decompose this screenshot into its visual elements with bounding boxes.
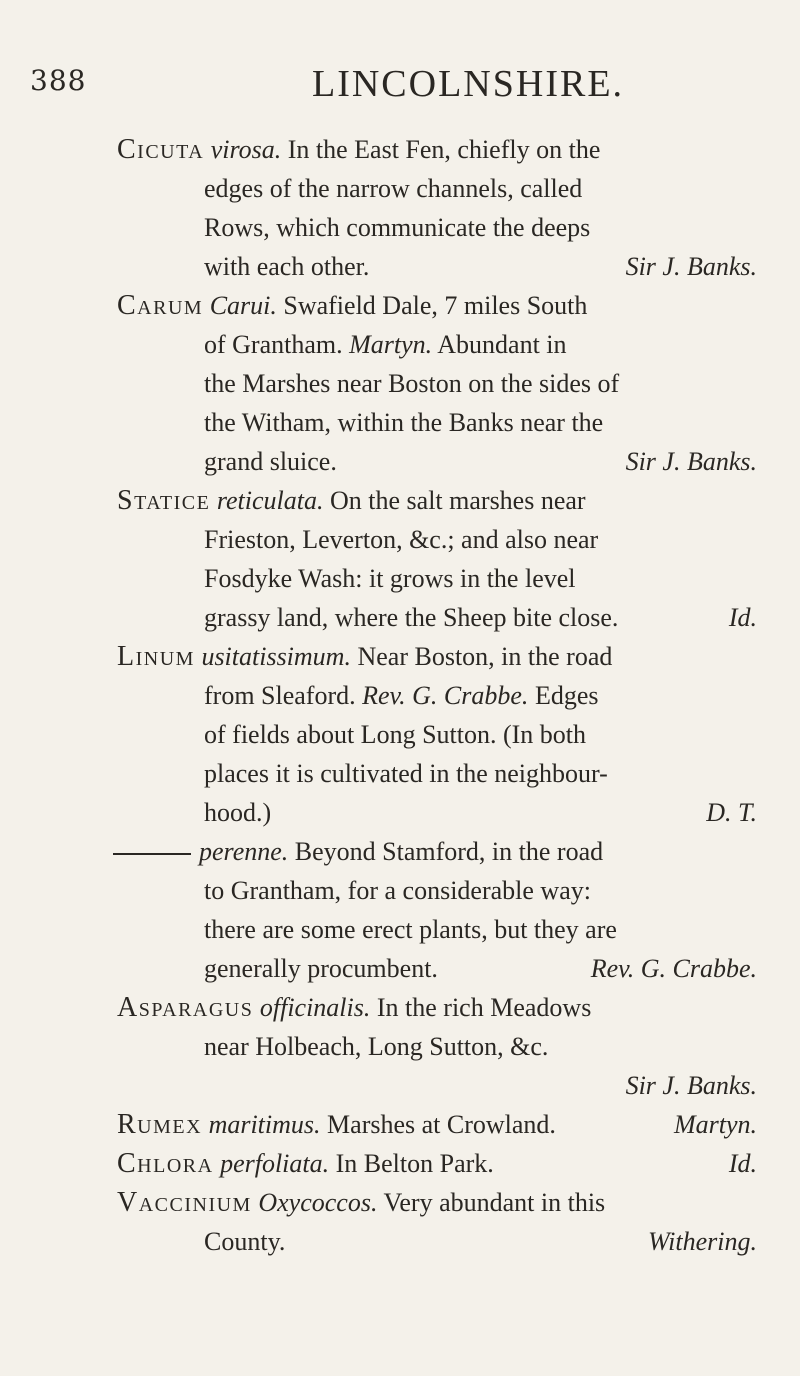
entry-text: Very abundant in this [383, 1188, 606, 1217]
entry-text: Edges [534, 681, 599, 710]
authority: Sir J. Banks. [625, 447, 757, 476]
authority: Sir J. Banks. [625, 1071, 757, 1100]
entry-text: Frieston, Leverton, &c.; and also near [204, 525, 599, 554]
entry-text: In Belton Park. [335, 1149, 494, 1178]
entry-text: to Grantham, for a considerable way: [204, 876, 591, 905]
entry-text: Fosdyke Wash: it grows in the level [204, 564, 576, 593]
entry-text: Swafield Dale, 7 miles South [283, 291, 588, 320]
entry-rumex [117, 1105, 757, 1144]
running-head: LINCOLNSHIRE. [312, 63, 625, 105]
entry-text: there are some erect plants, but they are [204, 915, 617, 944]
entry-text: edges of the narrow channels, called [204, 174, 583, 203]
authority: Withering. [647, 1227, 757, 1256]
entry-text: Rows, which communicate the deeps [204, 213, 591, 242]
ditto-dash [113, 853, 191, 855]
species-name: Carui. [209, 291, 277, 320]
species-name: officinalis. [259, 993, 371, 1022]
genus-name: Vaccinium [117, 1187, 252, 1218]
authority: Id. [728, 603, 757, 632]
inline-authority: Martyn. [349, 330, 433, 359]
entry-statice [117, 481, 757, 637]
authority: Rev. G. Crabbe. [590, 954, 757, 983]
entry-text: grand sluice. [204, 447, 337, 476]
page-number: 388 [30, 64, 87, 97]
species-name: usitatissimum. [201, 642, 351, 671]
genus-name: Chlora [117, 1148, 214, 1179]
page-header [30, 62, 740, 122]
entry-text: of Grantham. [204, 330, 343, 359]
entry-text: of fields about Long Sutton. (In both [204, 720, 587, 749]
entry-linum [117, 637, 757, 832]
genus-name: Statice [117, 485, 211, 516]
authority: Martyn. [673, 1110, 757, 1139]
genus-name: Linum [117, 641, 195, 672]
authority: Id. [728, 1149, 757, 1178]
species-entries [117, 130, 757, 1261]
entry-text: In the East Fen, chiefly on the [287, 135, 601, 164]
entry-cicuta [117, 130, 757, 286]
inline-authority: Rev. G. Crabbe. [362, 681, 529, 710]
authority: D. T. [706, 798, 757, 827]
entry-text: County. [204, 1227, 286, 1256]
entry-text: Abundant in [437, 330, 567, 359]
entry-text: the Marshes near Boston on the sides of [204, 369, 620, 398]
entry-text: with each other. [204, 252, 370, 281]
entry-text: In the rich Meadows [376, 993, 592, 1022]
entry-vaccinium [117, 1183, 757, 1261]
genus-name: Asparagus [117, 992, 254, 1023]
entry-text: generally procumbent. [204, 954, 438, 983]
entry-text: the Witham, within the Banks near the [204, 408, 604, 437]
entry-text: grassy land, where the Sheep bite close. [204, 603, 619, 632]
entry-text: places it is cultivated in the neighbour- [204, 759, 608, 788]
species-name: maritimus. [208, 1110, 321, 1139]
species-name: reticulata. [216, 486, 324, 515]
entry-text: Beyond Stamford, in the road [294, 837, 604, 866]
species-name: Oxycoccos. [258, 1188, 378, 1217]
entry-text: Near Boston, in the road [357, 642, 613, 671]
entry-text: near Holbeach, Long Sutton, &c. [204, 1032, 549, 1061]
species-name: perfoliata. [220, 1149, 330, 1178]
entry-text: from Sleaford. [204, 681, 356, 710]
species-name: virosa. [210, 135, 282, 164]
entry-text: On the salt marshes near [330, 486, 586, 515]
species-name: perenne. [199, 837, 289, 866]
entry-asparagus [117, 988, 757, 1105]
entry-linum-perenne [117, 832, 757, 988]
entry-text: hood.) [204, 798, 272, 827]
genus-name: Rumex [117, 1109, 203, 1140]
entry-text: Marshes at Crowland. [327, 1110, 556, 1139]
genus-name: Carum [117, 290, 204, 321]
entry-carum [117, 286, 757, 481]
entry-chlora [117, 1144, 757, 1183]
genus-name: Cicuta [117, 134, 205, 165]
authority: Sir J. Banks. [625, 252, 757, 281]
